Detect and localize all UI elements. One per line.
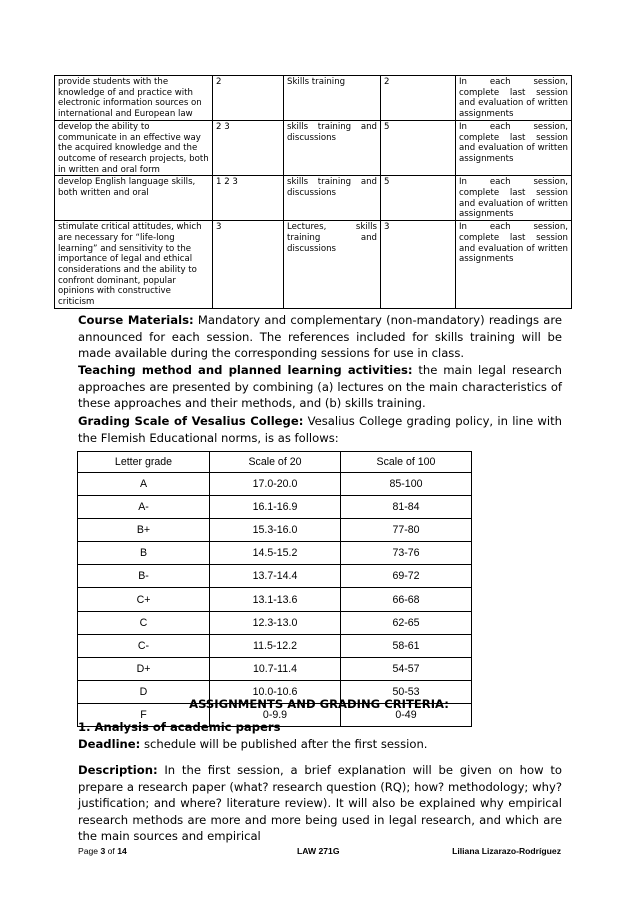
assessment-cell: In each session, complete last session and evaluation of written assignments: [456, 76, 572, 121]
teaching-method-text: the main legal research approaches are presented by combining (a) lectures on the main characteristics of these approaches and their methods, and (b) skills training.: [78, 363, 562, 410]
footer-author: Liliana Lizarazo-Rodríguez: [452, 846, 561, 856]
grade-row: [78, 611, 472, 634]
grade-cell-scale100: 66-68: [341, 588, 472, 611]
grade-header-letter: Letter grade: [78, 452, 210, 473]
weight-cell: 2: [381, 76, 456, 121]
section-title: 1. Analysis of academic papers: [78, 720, 281, 734]
levels-cell: 2: [213, 76, 284, 121]
method-cell: skills training and discussions: [284, 120, 381, 176]
grade-cell-scale20: 16.1-16.9: [210, 496, 341, 519]
deadline-line: [78, 737, 428, 751]
objective-cell: stimulate critical attitudes, which are necessary for “life-long learning” and sensitivity to the importance of legal and ethical considerations and the ability to confront dominant, popular opinions with constructive criticism: [55, 221, 213, 309]
teaching-method-label: Teaching method and planned learning activities:: [78, 363, 413, 377]
method-cell: skills training and discussions: [284, 176, 381, 221]
grade-cell-scale100: 54-57: [341, 657, 472, 680]
grade-cell-letter: C-: [78, 634, 210, 657]
objective-cell: provide students with the knowledge of and practice with electronic information sources on international and European law: [55, 76, 213, 121]
grade-cell-letter: F: [78, 703, 210, 726]
grading-scale-paragraph: [78, 413, 562, 446]
deadline-text: schedule will be published after the first session.: [140, 737, 428, 751]
grade-cell-scale100: 50-53: [341, 680, 472, 703]
grade-cell-scale100: 85-100: [341, 473, 472, 496]
grade-cell-letter: A: [78, 473, 210, 496]
table-row: [55, 221, 572, 309]
grade-cell-scale20: 12.3-13.0: [210, 611, 341, 634]
grade-cell-scale20: 10.7-11.4: [210, 657, 341, 680]
grade-cell-scale100: 73-76: [341, 542, 472, 565]
grade-row: [78, 542, 472, 565]
grade-cell-letter: B: [78, 542, 210, 565]
grade-row: [78, 657, 472, 680]
grade-cell-scale100: 77-80: [341, 519, 472, 542]
grade-cell-scale20: 0-9.9: [210, 703, 341, 726]
levels-cell: 3: [213, 221, 284, 309]
assessment-cell: In each session, complete last session and evaluation of written assignments: [456, 221, 572, 309]
assignments-heading: ASSIGNMENTS AND GRADING CRITERIA:: [189, 697, 449, 711]
objective-cell: develop the ability to communicate in an effective way the acquired knowledge and the outcome of research projects, both in written and oral form: [55, 120, 213, 176]
grade-header-scale20: Scale of 20: [210, 452, 341, 473]
grade-row: [78, 519, 472, 542]
grade-row: [78, 473, 472, 496]
grade-cell-scale20: 13.1-13.6: [210, 588, 341, 611]
grade-cell-letter: D: [78, 680, 210, 703]
grade-cell-letter: A-: [78, 496, 210, 519]
grade-cell-letter: C: [78, 611, 210, 634]
footer-page-num: 3: [100, 846, 106, 856]
grade-cell-scale100: 69-72: [341, 565, 472, 588]
table-row: [55, 120, 572, 176]
grade-cell-letter: B+: [78, 519, 210, 542]
grade-row: [78, 634, 472, 657]
description-text: In the first session, a brief explanation will be given on how to prepare a research paper (what? research question (RQ); how? methodology; why? justification; and where? literature review). It will also be explained why empirical research methods are more and more being used in legal research, and which are the main sources and empirical: [78, 763, 562, 843]
weight-cell: 5: [381, 120, 456, 176]
grade-row: [78, 588, 472, 611]
description-paragraph: [78, 762, 562, 845]
grade-cell-scale20: 13.7-14.4: [210, 565, 341, 588]
objective-cell: develop English language skills, both written and oral: [55, 176, 213, 221]
course-materials-paragraph: [78, 312, 562, 362]
grade-cell-scale20: 17.0-20.0: [210, 473, 341, 496]
method-cell: Lectures, skills training and discussions: [284, 221, 381, 309]
method-cell: Skills training: [284, 76, 381, 121]
grade-row: [78, 565, 472, 588]
grading-scale-text: Vesalius College grading policy, in line with the Flemish Educational norms, is as follows:: [78, 414, 562, 445]
grade-cell-scale100: 58-61: [341, 634, 472, 657]
table-row: [55, 76, 572, 121]
grade-cell-scale100: 0-49: [341, 703, 472, 726]
weight-cell: 5: [381, 176, 456, 221]
weight-cell: 3: [381, 221, 456, 309]
footer-course: LAW 271G: [297, 846, 340, 856]
grade-cell-letter: C+: [78, 588, 210, 611]
teaching-method-paragraph: [78, 362, 562, 412]
objectives-table: [54, 75, 572, 309]
levels-cell: 2 3: [213, 120, 284, 176]
course-materials-text: Mandatory and complementary (non-mandatory) readings are announced for each session. The references included for skills training will be made available during the corresponding sessions for use in class.: [78, 313, 562, 360]
grade-cell-scale20: 10.0-10.6: [210, 680, 341, 703]
footer-page-number: [78, 846, 127, 856]
grade-header-scale100: Scale of 100: [341, 452, 472, 473]
grade-cell-scale20: 11.5-12.2: [210, 634, 341, 657]
grade-row: [78, 496, 472, 519]
levels-cell: 1 2 3: [213, 176, 284, 221]
grading-scale-table: [77, 451, 472, 727]
footer-page-total: 14: [117, 846, 127, 856]
grade-cell-letter: D+: [78, 657, 210, 680]
grading-scale-label: Grading Scale of Vesalius College:: [78, 414, 304, 428]
grade-cell-scale100: 81-84: [341, 496, 472, 519]
footer-page-prefix: Page: [78, 846, 101, 856]
table-row: [55, 176, 572, 221]
description-label: Description:: [78, 763, 158, 777]
deadline-label: Deadline:: [78, 737, 141, 751]
grade-cell-scale20: 15.3-16.0: [210, 519, 341, 542]
grade-cell-scale100: 62-65: [341, 611, 472, 634]
grade-header-row: [78, 452, 472, 473]
grade-cell-letter: B-: [78, 565, 210, 588]
grade-cell-scale20: 14.5-15.2: [210, 542, 341, 565]
assessment-cell: In each session, complete last session and evaluation of written assignments: [456, 120, 572, 176]
assessment-cell: In each session, complete last session and evaluation of written assignments: [456, 176, 572, 221]
course-materials-label: Course Materials:: [78, 313, 194, 327]
footer-page-of: of: [105, 846, 118, 856]
